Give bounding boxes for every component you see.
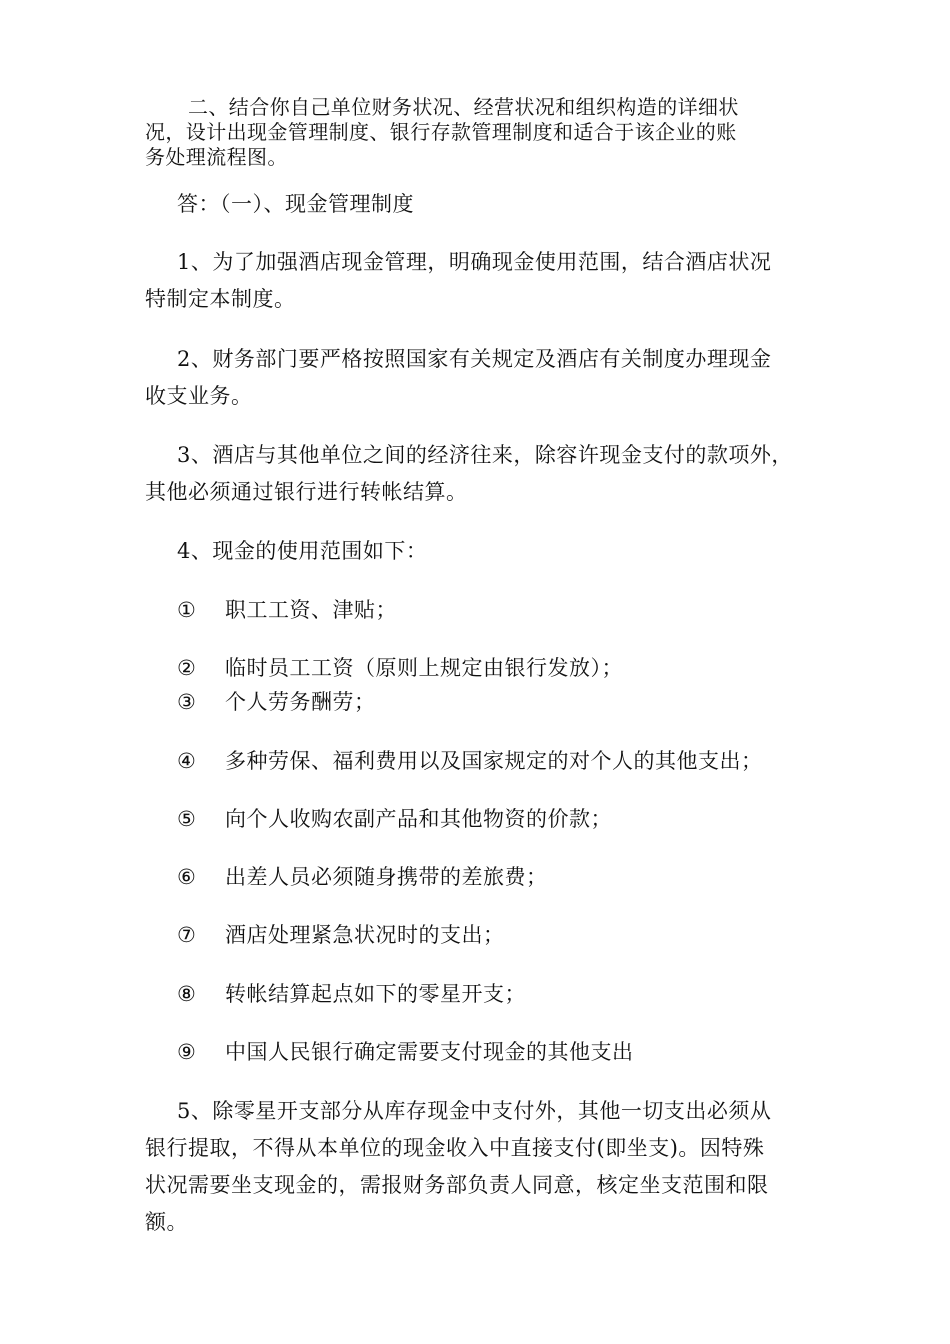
list-text: 临时员工工资（原则上规定由银行发放）；: [225, 656, 623, 680]
para5-line-2: 银行提取，不得从本单位的现金收入中直接支付(即坐支)。因特殊: [145, 1136, 765, 1160]
list-number: ②: [177, 656, 197, 680]
para5-line-3: 状况需要坐支现金的，需报财务部负责人同意，核定坐支范围和限: [145, 1173, 769, 1197]
list-text: 向个人收购农副产品和其他物资的价款；: [225, 807, 612, 831]
list-text: 酒店处理紧急状况时的支出；: [225, 923, 505, 947]
list-number: ③: [177, 690, 197, 714]
list-item: [177, 980, 847, 1008]
list-item: [177, 747, 847, 775]
para1-line-2: 特制定本制度。: [145, 287, 296, 311]
para3-line-1: 3、酒店与其他单位之间的经济往来，除容许现金支付的款项外，: [177, 443, 793, 467]
list-text: 职工工资、津贴；: [225, 598, 397, 622]
para4: 4、现金的使用范围如下：: [177, 539, 428, 563]
list-number: ⑥: [177, 865, 197, 889]
list-item: [177, 596, 847, 624]
question-line-3: 务处理流程图。: [145, 145, 288, 169]
list-item: [177, 1038, 847, 1066]
para2-line-2: 收支业务。: [145, 384, 253, 408]
list-number: ⑤: [177, 807, 197, 831]
list-number: ⑨: [177, 1040, 197, 1064]
para2-line-1: 2、财务部门要严格按照国家有关规定及酒店有关制度办理现金: [177, 347, 772, 371]
list-text: 中国人民银行确定需要支付现金的其他支出: [225, 1040, 634, 1064]
list-number: ④: [177, 749, 197, 773]
list-number: ①: [177, 598, 197, 622]
list-text: 转帐结算起点如下的零星开支；: [225, 982, 526, 1006]
para5-line-1: 5、除零星开支部分从库存现金中支付外，其他一切支出必须从: [177, 1099, 772, 1123]
para1-line-1: 1、为了加强酒店现金管理，明确现金使用范围，结合酒店状况: [177, 250, 772, 274]
list-number: ⑦: [177, 923, 197, 947]
list-item: [177, 654, 847, 682]
list-item: [177, 921, 847, 949]
list-number: ⑧: [177, 982, 197, 1006]
list-item: [177, 863, 847, 891]
list-item: [177, 688, 847, 716]
question-line-2: 况，设计出现金管理制度、银行存款管理制度和适合于该企业的账: [145, 120, 737, 144]
para3-line-2: 其他必须通过银行进行转帐结算。: [145, 480, 468, 504]
answer-heading: 答：（一）、现金管理制度: [177, 192, 414, 216]
list-text: 多种劳保、福利费用以及国家规定的对个人的其他支出；: [225, 749, 763, 773]
list-text: 出差人员必须随身携带的差旅费；: [225, 865, 548, 889]
question-line-1: 二、结合你自己单位财务状况、经营状况和组织构造的详细状: [188, 95, 739, 119]
list-text: 个人劳务酬劳；: [225, 690, 376, 714]
list-item: [177, 805, 847, 833]
para5-line-4: 额。: [145, 1210, 188, 1234]
